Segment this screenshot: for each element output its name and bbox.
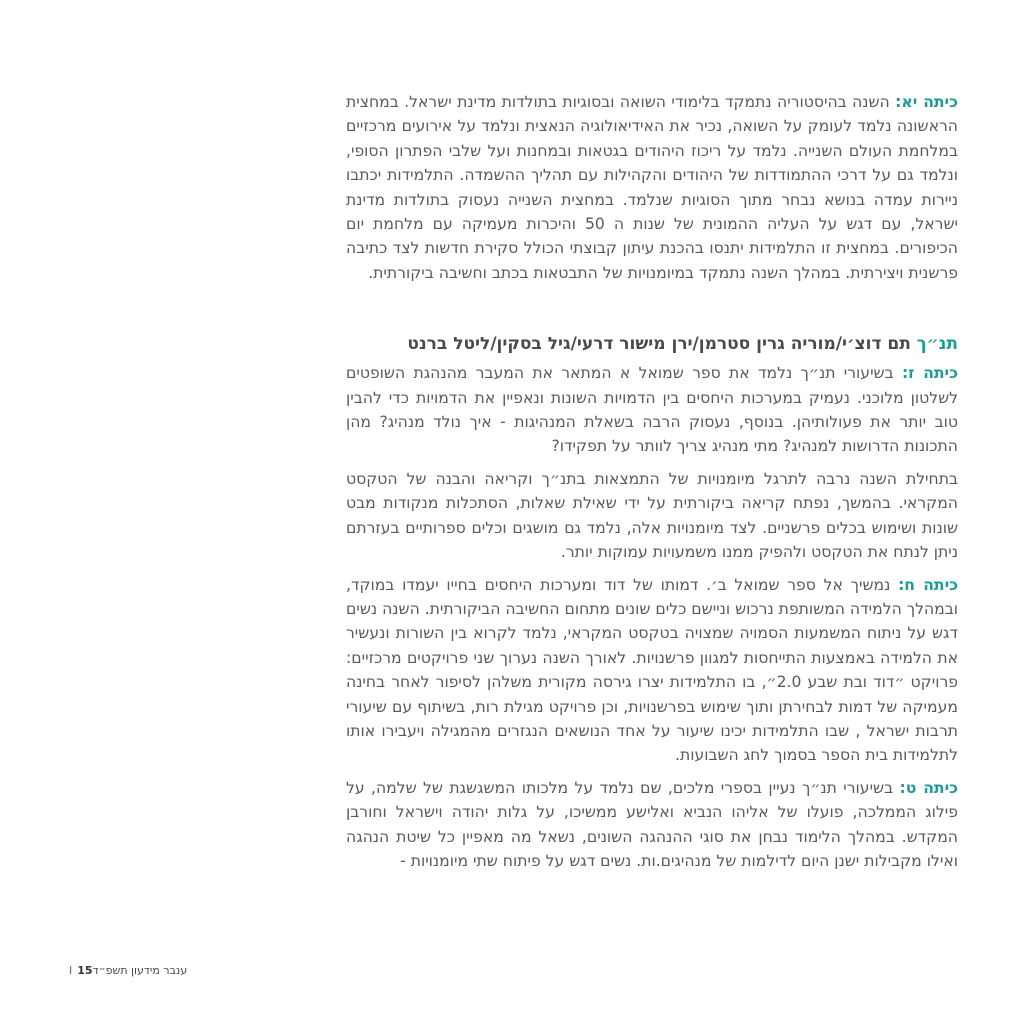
footer-publication-title: ענבר מידעון תשפ״ד [92,964,188,977]
grade-9-paragraph [346,776,958,874]
grade-9-label: כיתה ט: [899,778,958,797]
main-content [346,90,958,881]
grade-11-text: השנה בהיסטוריה נתמקד בלימודי השואה ובסוגיות בתולדות מדינת ישראל. במחצית הראשונה נלמד לעומק על השואה, נכיר את האידיאולוגיה הנאצית ונלמד על אירועים מרכזיים במלחמת העולם השנייה. נלמד על ריכוז היהודים בגטאות ובמחנות ועל שלבי הפתרון הסופי, ונלמד גם על דרכי ההתמודדות של היהודים והקהילות עם תהליך ההשמדה. התלמידות יכתבו ניירות עמדה בנושא נבחר מתוך הסוגיות שנלמד. במחצית השנייה נעסוק בתולדות מדינת ישראל, עם דגש על העליה ההמונית של שנות ה 50 והיכרות מעמיקה עם מלחמת יום הכיפורים. במחצית זו התלמידות יתנסו בהכנת עיתון קבוצתי הכולל סקירת חדשות לצד כתיבה פרשנית ויצירתית. במהלך השנה נתמקד במיומנויות של התבטאות בכתב וחשיבה ביקורתית. [346,93,958,282]
tanakh-teachers: תם דוצ׳י/מוריה גרין סטרמן/ירן מישור דרעי/גיל בסקין/ליטל ברנט [407,334,911,355]
grade-7-skills-paragraph: בתחילת השנה נרבה לתרגל מיומנויות של התמצאות בתנ״ך וקריאה והבנה של הטקסט המקראי. בהמשך, נפתח קריאה ביקורתית על ידי שאילת שאלות, הסתכלות מנקודות מבט שונות ושימוש בכלים פרשניים. לצד מיומנויות אלה, נלמד גם מושגים וכלים ספרותיים בעזרתם ניתן לנתח את הטקסט ולהפיק ממנו משמעויות עמוקות יותר. [346,469,958,562]
grade-8-paragraph [346,573,958,768]
grade-8-text: נמשיך אל ספר שמואל ב׳. דמותו של דוד ומערכות היחסים בחייו יעמדו במוקד, ובמהלך הלמידה המשותפת נרכוש וניישם כלים שונים מתחום החשיבה הביקורתית. השנה נשים דגש על ניתוח המשמעות הסמויה שמצויה בטקסט המקראי, נלמד לקרוא בין השורות ונעשיר את הלמידה באמצעות התייחסות למגוון פרשנויות. לאורך השנה נערוך שני פרויקטים מרכזיים: פרויקט ״דוד ובת שבע 2.0״, בו התלמידות יצרו גירסה מקורית משלהן לסיפור לאחר בחינה מעמיקה של דמות לבחירתן ותוך שימוש בפרשנויות, וכן פרויקט מגילת רות, בשיתוף עם שיעורי תרבות ישראל , שבו התלמידות יכינו שיעור על אחד הנושאים הנגזרים מהמגילה ויעבירו אותו לתלמידות בית הספר בסמוך לחג השבועות. [346,575,958,765]
grade-8-label: כיתה ח: [898,575,958,594]
page-number: 15 [77,964,93,977]
tanakh-section-heading [346,331,958,357]
grade-11-label: כיתה יא: [895,93,958,111]
grade-9-text: בשיעורי תנ״ך נעיין בספרי מלכים, שם נלמד על מלכותו המשגשגת של שלמה, על פילוג הממלכה, פועלו של אליהו הנביא ואלישע ממשיכו, על גלות יהודה וישראל וחורבן המקדש. במהלך הלימוד נבחן את סוגי ההנהגה השונים, נשאל מה מאפיין כל שיטת הנהגה ואילו מקבילות ישנן היום לדילמות של מנהיגים.ות. נשים דגש על פיתוח שתי מיומנויות - [346,778,958,870]
footer-separator: I [69,964,73,977]
grade-7-label: כיתה ז: [901,364,958,383]
tanakh-subject-title: תנ״ך [916,334,958,355]
grade-11-history-paragraph [346,90,958,285]
page-footer [64,963,187,979]
grade-7-paragraph [346,361,958,459]
grade-7-text: בשיעורי תנ״ך נלמד את ספר שמואל א המתאר את המעבר מהנהגת השופטים לשלטון מלוכני. נעמיק במערכות היחסים בין הדמויות השונות ונאפיין את הדמויות כדי להבין טוב יותר את פעולותיהן. בנוסף, נעסוק הרבה בשאלת המנהיגות - איך נולד מנהיג? מהן התכונות הדרושות למנהיג? מתי מנהיג צריך לוותר על תפקידו? [346,364,958,456]
